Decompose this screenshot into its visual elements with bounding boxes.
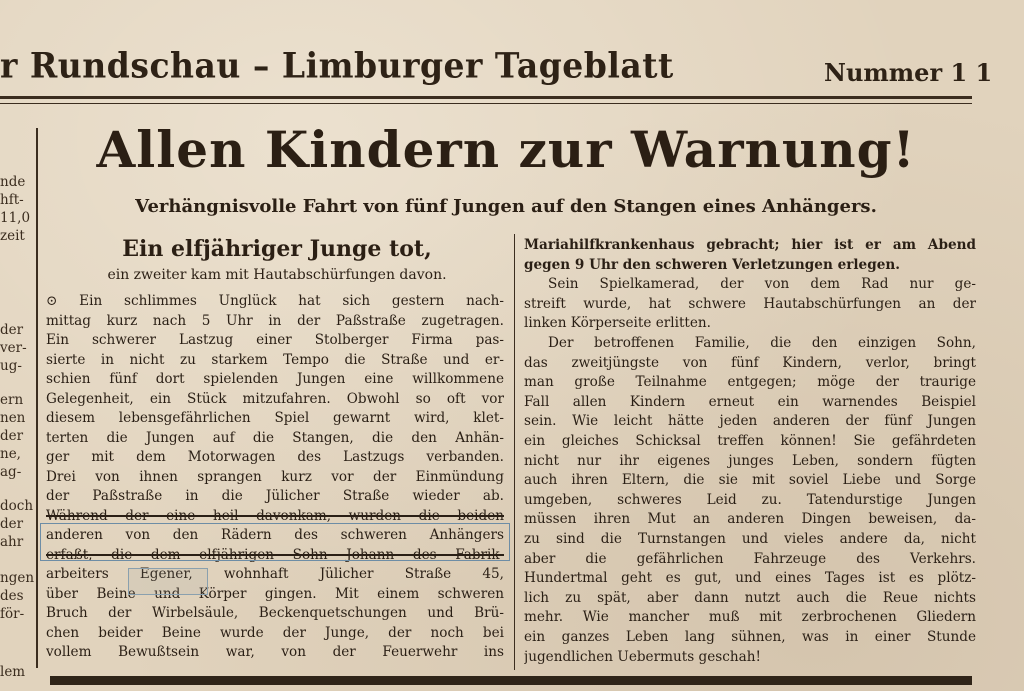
text-line: arbeiters Egener, wohnhaft Jülicher Straße 45, bbox=[46, 566, 504, 582]
text-line: Gelegenheit, ein Stück mitzufahren. Obwohl so oft vor bbox=[46, 390, 504, 407]
text-line: Sein Spielkamerad, der von dem Rad nur ge- bbox=[548, 276, 976, 293]
column-divider-left bbox=[36, 128, 38, 668]
text-line: über Beine und Körper gingen. Mit einem schweren bbox=[46, 585, 504, 602]
text-line: jugendlichen Uebermuts geschah! bbox=[524, 648, 761, 665]
text-line: nicht nur ihr eigenes junges Leben, sondern fügten bbox=[524, 452, 976, 469]
margin-fragment: ngen bbox=[0, 570, 35, 586]
text-line: sein. Wie leicht hätte jeden anderen der fünf Jungen bbox=[524, 413, 976, 430]
text-line: umgeben, schweres Leid zu. Tatendurstige Jungen bbox=[524, 491, 976, 508]
margin-fragment: för- bbox=[0, 606, 25, 622]
bottom-rule bbox=[50, 676, 972, 685]
column-divider-middle bbox=[514, 234, 515, 670]
text-line: linken Körperseite erlitten. bbox=[524, 315, 712, 332]
text-line: schien fünf dort spielenden Jungen eine willkommene bbox=[46, 371, 504, 387]
text-line: Bruch der Wirbelsäule, Beckenquetschungen und Brü- bbox=[46, 605, 504, 621]
text-line: das zweitjüngste von fünf Kindern, verlor, bringt bbox=[524, 354, 976, 371]
newspaper-masthead: r Rundschau – Limburger Tageblatt bbox=[0, 45, 674, 86]
margin-fragment: der bbox=[0, 428, 24, 444]
margin-fragment: hft- bbox=[0, 192, 24, 208]
text-line: ein ganzes Leben lang sühnen, was in einer Stunde bbox=[524, 629, 976, 645]
margin-fragment: lem bbox=[0, 664, 26, 680]
masthead-rule-thin bbox=[0, 103, 972, 104]
text-line-struck: erfaßt, die dem elfjährigen Sohn Johann des Fabrik- bbox=[46, 546, 504, 563]
text-line: lich zu spät, aber dann nutzt auch die Reue nichts bbox=[524, 589, 976, 606]
margin-fragment: des bbox=[0, 588, 24, 604]
text-line: ger mit dem Motorwagen des Lastzugs verbanden. bbox=[46, 449, 504, 465]
text-line: Ein schwerer Lastzug einer Stolberger Firma pas- bbox=[46, 332, 504, 348]
text-line: müssen ihren Mut an anderen Dingen beweisen, da- bbox=[524, 511, 976, 528]
word-selection-box[interactable] bbox=[128, 568, 208, 595]
text-line: Fall allen Kindern erneut ein warnendes Beispiel bbox=[524, 393, 976, 410]
article-column-right bbox=[524, 236, 976, 672]
text-line: diesem lebensgefährlichen Spiel gewarnt wird, klet- bbox=[46, 410, 504, 426]
text-line: ⊙ Ein schlimmes Unglück hat sich gestern nach- bbox=[46, 293, 504, 309]
text-line: Der betroffenen Familie, die den einzigen Sohn, bbox=[548, 335, 976, 351]
text-line: auch ihren Eltern, die sie mit soviel Liebe und Sorge bbox=[524, 472, 976, 489]
margin-fragment: der bbox=[0, 322, 24, 338]
margin-fragment: zeit bbox=[0, 228, 25, 244]
text-line: mittag kurz nach 5 Uhr in der Paßstraße zugetragen. bbox=[46, 312, 504, 329]
line-selection-box[interactable] bbox=[40, 523, 510, 561]
page-headline: Allen Kindern zur Warnung! bbox=[96, 120, 916, 179]
text-line-struck: Während der eine heil davonkam, wurden die beiden bbox=[46, 507, 504, 524]
article-title: Ein elfjähriger Junge tot, bbox=[122, 236, 432, 262]
text-line: zu sind die Turnstangen und vieles andere da, nicht bbox=[524, 531, 976, 547]
text-line: aber die gefährlichen Fahrzeuge des Verkehrs. bbox=[524, 550, 976, 567]
margin-fragment: nde bbox=[0, 174, 26, 190]
article-subtitle: ein zweiter kam mit Hautabschürfungen davon. bbox=[107, 267, 447, 283]
text-line: der Paßstraße in die Jülicher Straße wieder ab. bbox=[46, 488, 504, 504]
text-line: Hundertmal geht es gut, und eines Tages ist es plötz- bbox=[524, 570, 976, 587]
text-line: ein gleiches Schicksal treffen können! Sie gefährdeten bbox=[524, 433, 976, 449]
text-line: gegen 9 Uhr den schweren Verletzungen erlegen. bbox=[524, 256, 900, 273]
margin-fragment: der bbox=[0, 516, 24, 532]
margin-fragment: nen bbox=[0, 410, 26, 426]
text-line: terten die Jungen auf die Stangen, die den Anhän- bbox=[46, 429, 504, 446]
masthead-rule-thick bbox=[0, 96, 972, 99]
margin-fragment: 11,0 bbox=[0, 210, 31, 226]
text-line: Mariahilfkrankenhaus gebracht; hier ist er am Abend bbox=[524, 237, 976, 253]
article-column-left bbox=[46, 292, 504, 672]
margin-fragment: ag- bbox=[0, 464, 22, 480]
margin-fragment: doch bbox=[0, 498, 34, 514]
margin-fragment: ahr bbox=[0, 534, 24, 550]
text-line-selected[interactable]: anderen von den Rädern des schweren Anhängers bbox=[46, 527, 504, 543]
text-line: chen beider Beine wurde der Junge, der noch bei bbox=[46, 624, 504, 641]
page-subheadline: Verhängnisvolle Fahrt von fünf Jungen auf den Stangen eines Anhängers. bbox=[135, 196, 877, 217]
margin-fragment: ern bbox=[0, 392, 24, 408]
margin-fragment: ne, bbox=[0, 446, 21, 462]
margin-fragment: ug- bbox=[0, 358, 22, 374]
text-line: man große Teilnahme entgegen; möge der traurige bbox=[524, 374, 976, 391]
text-line: streift wurde, hat schwere Hautabschürfungen an der bbox=[524, 295, 976, 312]
margin-fragment: ver- bbox=[0, 340, 27, 356]
text-line: vollem Bewußtsein war, von der Feuerwehr ins bbox=[46, 644, 504, 660]
issue-number: Nummer 1 1 bbox=[824, 58, 993, 87]
text-line: mehr. Wie mancher muß mit zerbrochenen Gliedern bbox=[524, 609, 976, 626]
text-line: sierte in nicht zu starkem Tempo die Straße und er- bbox=[46, 351, 504, 368]
text-line: Drei von ihnen sprangen kurz vor der Einmündung bbox=[46, 468, 504, 485]
